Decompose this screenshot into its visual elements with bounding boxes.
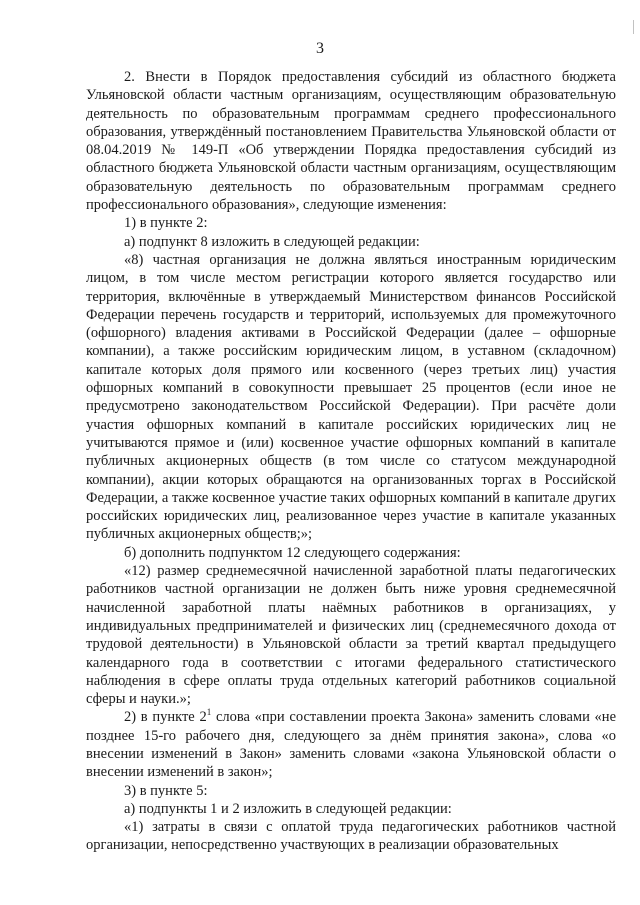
paragraph-subitem-1: 1) в пункте 2: — [124, 215, 208, 232]
paragraph-subitem-3: 3) в пункте 5: — [124, 782, 208, 799]
point2-prefix: 2) в пункте 2 — [124, 709, 207, 726]
paragraph-quote-8: «8) частная организация не должна являться иностранным юридическим лицом, в том числе местом регистрации которого является государство или территория, включённые в утверждаемый Министерством финансов Российской Федерации перечень государств и территорий, используемых для промежуточного (офшорного) владения активами в Российской Федерации (далее – офшорные компании), а также российским юридическим лицом, в уставном (складочном) капитале которых доля прямого или косвенного (через третьих лиц) участия офшорных компаний в совокупности превышает 25 процентов (если иное не предусмотрено законодательством Российской Федерации). При расчёте доли участия офшорных компаний в капитале российских юридических лиц не учитываются прямое и (или) косвенное участие офшорных компаний в капитале публичных акционерных обществ (в том числе со статусом международной компании), акции которых обращаются на организованных торгах в Российской Федерации, а также косвенное участие таких офшорных компаний в капитале других российских юридических лиц, реализованное через участие в капитале указанных публичных акционерных обществ;»; — [86, 251, 616, 543]
paragraph-subitem-b: б) дополнить подпунктом 12 следующего содержания: — [124, 544, 461, 561]
scan-edge-mark — [625, 20, 634, 34]
document-body — [86, 68, 616, 855]
paragraph-quote-12: «12) размер среднемесячной начисленной заработной платы педагогических работников частной организации не должен быть ниже уровня среднемесячной начисленной заработной платы наёмных работников в организациях, у индивидуальных предпринимателей и физических лиц (среднемесячного дохода от трудовой деятельности) в Ульяновской области за третий квартал предыдущего календарного года в соответствии с итогами федерального статистического наблюдения в сфере оплаты труда отдельных категорий работников социальной сферы и науки.»; — [86, 563, 616, 708]
point2-text: слова «при составлении проекта Закона» заменить словами «не позднее 15-го рабочего дня, следующего за днём принятия закона», слова «о внесении изменений в Закон» заменить словами «закона Ульяновской области о внесении изменений в закон»; — [86, 709, 617, 781]
page-number: 3 — [316, 40, 324, 57]
paragraph-quote-1: «1) затраты в связи с оплатой труда педагогических работников частной организации, непосредственно участвующих в реализации образовательных — [86, 819, 616, 854]
paragraph-subitem-a2: а) подпункты 1 и 2 изложить в следующей редакции: — [124, 800, 452, 817]
paragraph-item-2: 2. Внести в Порядок предоставления субсидий из областного бюджета Ульяновской области частным организациям, осуществляющим образовательную деятельность по образовательным программам среднего профессионального образования, утверждённый постановлением Правительства Ульяновской области от 08.04.2019 № 149-П «Об утверждении Порядка предоставления субсидий из областного бюджета Ульяновской области частным организациям, осуществляющим образовательную деятельность по образовательным программам среднего профессионального образования», следующие изменения: — [86, 69, 616, 214]
point2-superscript: 1 — [206, 707, 212, 718]
paragraph-subitem-a: а) подпункт 8 изложить в следующей редакции: — [124, 233, 420, 250]
paragraph-subitem-2 — [86, 708, 616, 781]
